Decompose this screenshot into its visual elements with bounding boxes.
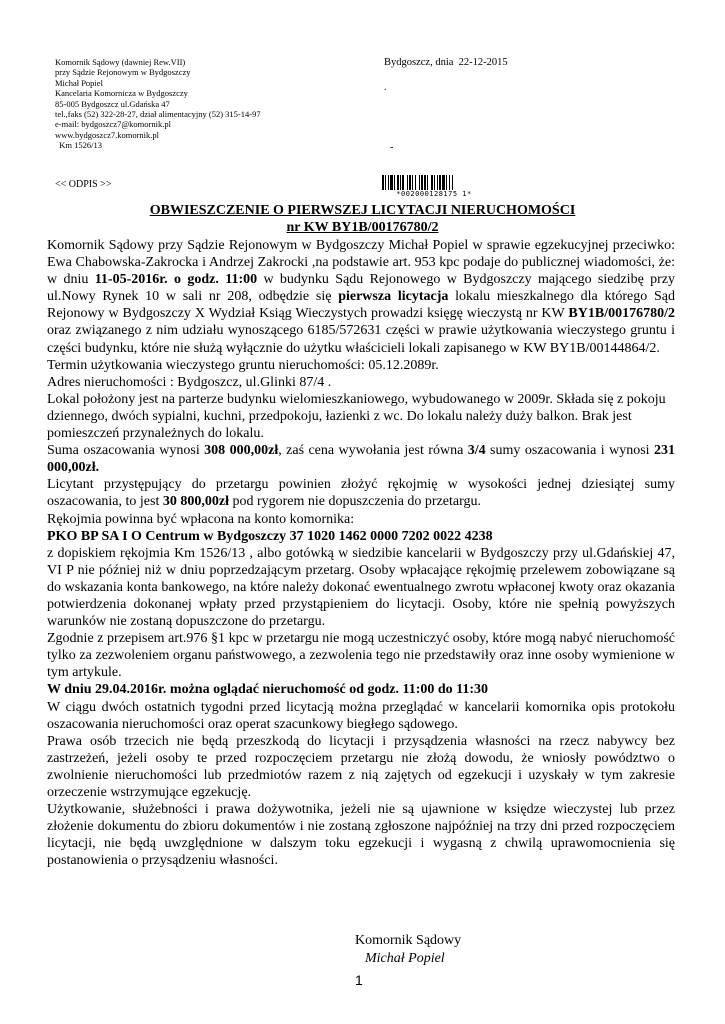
barcode-bars xyxy=(382,175,486,190)
auction-datetime: 11-05-2016r. o godz. 11:00 xyxy=(94,272,258,288)
header-line: 85-005 Bydgoszcz ul.Gdańska 47 xyxy=(55,98,170,109)
signature-block xyxy=(355,932,461,968)
paragraph-intro xyxy=(47,237,675,357)
paragraph-viewing: W dniu 29.04.2016r. można oglądać nieruchomość od godz. 11:00 do 11:30 xyxy=(47,682,489,698)
text: sumy oszacowania i wynosi xyxy=(485,443,654,459)
signature-name: Michał Popiel xyxy=(365,951,445,966)
paragraph-lease-term: Termin użytkowania wieczystego gruntu nieruchomości: 05.12.2089r. xyxy=(47,357,439,373)
barcode-number: *002000128175 1* xyxy=(396,190,472,198)
paragraph-description: Lokal położony jest na parterze budynku wielomieszkaniowego, wybudowanego w 2009r. Składa się z pokoju dziennego, dwóch sypialni, kuchni, przedpokoju, łazienki z wc. Do lokalu należy duży balkon. Brak jest pomieszczeń przynależnych do lokalu. xyxy=(47,391,666,442)
text: pod rygorem nie dopuszczenia do przetargu. xyxy=(228,494,482,510)
paragraph-eligibility: Zgodnie z przepisem art.976 §1 kpc w przetargu nie mogą uczestniczyć osoby, które mogą nabyć nieruchomość tylko za zezwoleniem organu państwowego, a zezwolenia tego nie przedstawiły oraz inne osoby wymienione w tym artykule. xyxy=(47,631,675,681)
header-line: tel.,faks (52) 322-28-27, dział alimentacyjny (52) 315-14-97 xyxy=(55,109,261,120)
text: , zaś cena wywołania jest równa xyxy=(278,443,468,459)
text: lokalu mieszkalnego dla którego Sąd Rejonowy w Bydgoszczy X Wydział Ksiąg Wieczystych prowadzi księgę wieczystą nr KW xyxy=(47,289,675,322)
document-date: Bydgoszcz, dnia 22-12-2015 xyxy=(384,57,508,68)
valuation-amount: 308 000,00zł xyxy=(204,443,279,459)
bank-account: PKO BP SA I O Centrum w Bydgoszczy 37 1020 1462 0000 7202 0022 4238 xyxy=(47,528,493,544)
land-register-number: nr KW BY1B/00176780/2 xyxy=(286,220,439,235)
header-line: przy Sądzie Rejonowym w Bydgoszczy xyxy=(55,67,191,78)
header-line: Kancelaria Komornicza w Bydgoszczy xyxy=(55,88,188,99)
kw-number: BY1B/00176780/2 xyxy=(568,306,675,322)
barcode-bar xyxy=(453,175,454,190)
text: oraz związanego z nim udziału wynoszącego 6185/572631 części w prawie użytkowania wieczystego gruntu i części budynku, które nie służą wyłącznie do użytku właścicieli lokali zapisanego w KW BY1B/00144864/2. xyxy=(47,323,675,356)
page-number: 1 xyxy=(355,972,363,988)
header-line: www.bydgoszcz7.komornik.pl xyxy=(55,129,160,140)
paragraph-third-party: Prawa osób trzecich nie będą przeszkodą do licytacji i przysądzenia własności na rzecz nabywcy bez zastrzeżeń, jeżeli osoby te przed rozpoczęciem przetargu nie złożą dowodu, że wniosły powództwo o zwolnienie nieruchomości lub przedmiotów razem z nią zajętych od egzekucji i uzyskały w tym zakresie orzeczenie wstrzymujące egzekucję. xyxy=(47,733,675,800)
document-title: OBWIESZCZENIE O PIERWSZEJ LICYTACJI NIERUCHOMOŚCI xyxy=(149,203,576,218)
text: w budynku Sądu Rejonowego w Bydgoszczy mającego siedzibę przy ul.Nowy Rynek 10 w sali nr 208, odbędzie się xyxy=(47,272,676,305)
paragraph-address: Adres nieruchomości : Bydgoszcz, ul.Glinki 87/4 . xyxy=(47,374,332,390)
paragraph-valuation xyxy=(47,442,675,476)
paragraph-payment: z dopiskiem rękojmia Km 1526/13 , albo gotówką w siedzibie kancelarii w Bydgoszczy przy ul.Gdańskiej 47, VI P nie później niż w dniu poprzedzającym przetarg. Osoby wpłacające rękojmię przelewem zobowiązane są do wskazania konta bankowego, na które należy dokonać ewentualnego zwrotu wpłaconej kwoty oraz okazania potwierdzenia dokonanej wpłaty przed przystąpieniem do licytacji. Osoby, które nie spełnią powyższych warunków nie zostaną dopuszczone do przetargu. xyxy=(47,545,675,630)
barcode xyxy=(382,175,486,198)
mark-dash: - xyxy=(390,142,394,153)
header-line: e-mail: bydgoszcz7@komornik.pl xyxy=(55,119,171,130)
text: Licytant przystępujący do przetargu powinien złożyć rękojmię w wysokości jednej dziesiątej sumy oszacowania, to jest xyxy=(47,477,675,510)
auction-type: pierwsza licytacja xyxy=(338,289,449,305)
deposit-amount: 30 800,00zł xyxy=(162,494,229,510)
case-number: Km 1526/13 xyxy=(55,140,102,151)
header-line: Komornik Sądowy (dawniej Rew.VII) xyxy=(55,57,186,67)
paragraph-documents: W ciągu dwóch ostatnich tygodni przed licytacją można przeglądać w kancelarii komornika opis protokołu oszacowania nieruchomości oraz operat szacunkowy biegłego sądowego. xyxy=(47,699,675,732)
paragraph-deposit xyxy=(47,476,675,510)
text: Komornik Sądowy przy Sądzie Rejonowym w Bydgoszczy Michał Popiel w sprawie egzekucyjnej przeciwko: Ewa Chabowska-Zakrocka i Andrzej Zakrocki ,na podstawie art. 953 kpc podaje do publicznej wiadomości, że: w dniu xyxy=(47,238,675,288)
starting-price: 231 000,00zł. xyxy=(47,443,675,476)
copy-label: << ODPIS >> xyxy=(55,179,112,190)
header-line: Michał Popiel xyxy=(55,77,103,88)
text: Suma oszacowania wynosi xyxy=(47,443,205,459)
notice-body xyxy=(47,237,675,869)
fraction: 3/4 xyxy=(467,443,486,459)
signature-role: Komornik Sądowy xyxy=(355,933,462,948)
sender-header xyxy=(55,57,261,151)
mark-dot: . xyxy=(384,82,387,93)
paragraph-account-intro: Rękojmia powinna być wpłacona na konto komornika: xyxy=(47,511,355,527)
paragraph-rights: Użytkowanie, służebności i prawa dożywotnika, jeżeli nie są ujawnione w księdze wieczystej lub przez złożenie dokumentu do zbioru dokumentów i nie zostaną zgłoszone najpóźniej na trzy dni przed rozpoczęciem licytacji, nie będą uwzględnione w dalszym toku egzekucji i wygasną z chwilą uprawomocnienia się postanowienia o przysądzeniu własności. xyxy=(47,802,675,869)
